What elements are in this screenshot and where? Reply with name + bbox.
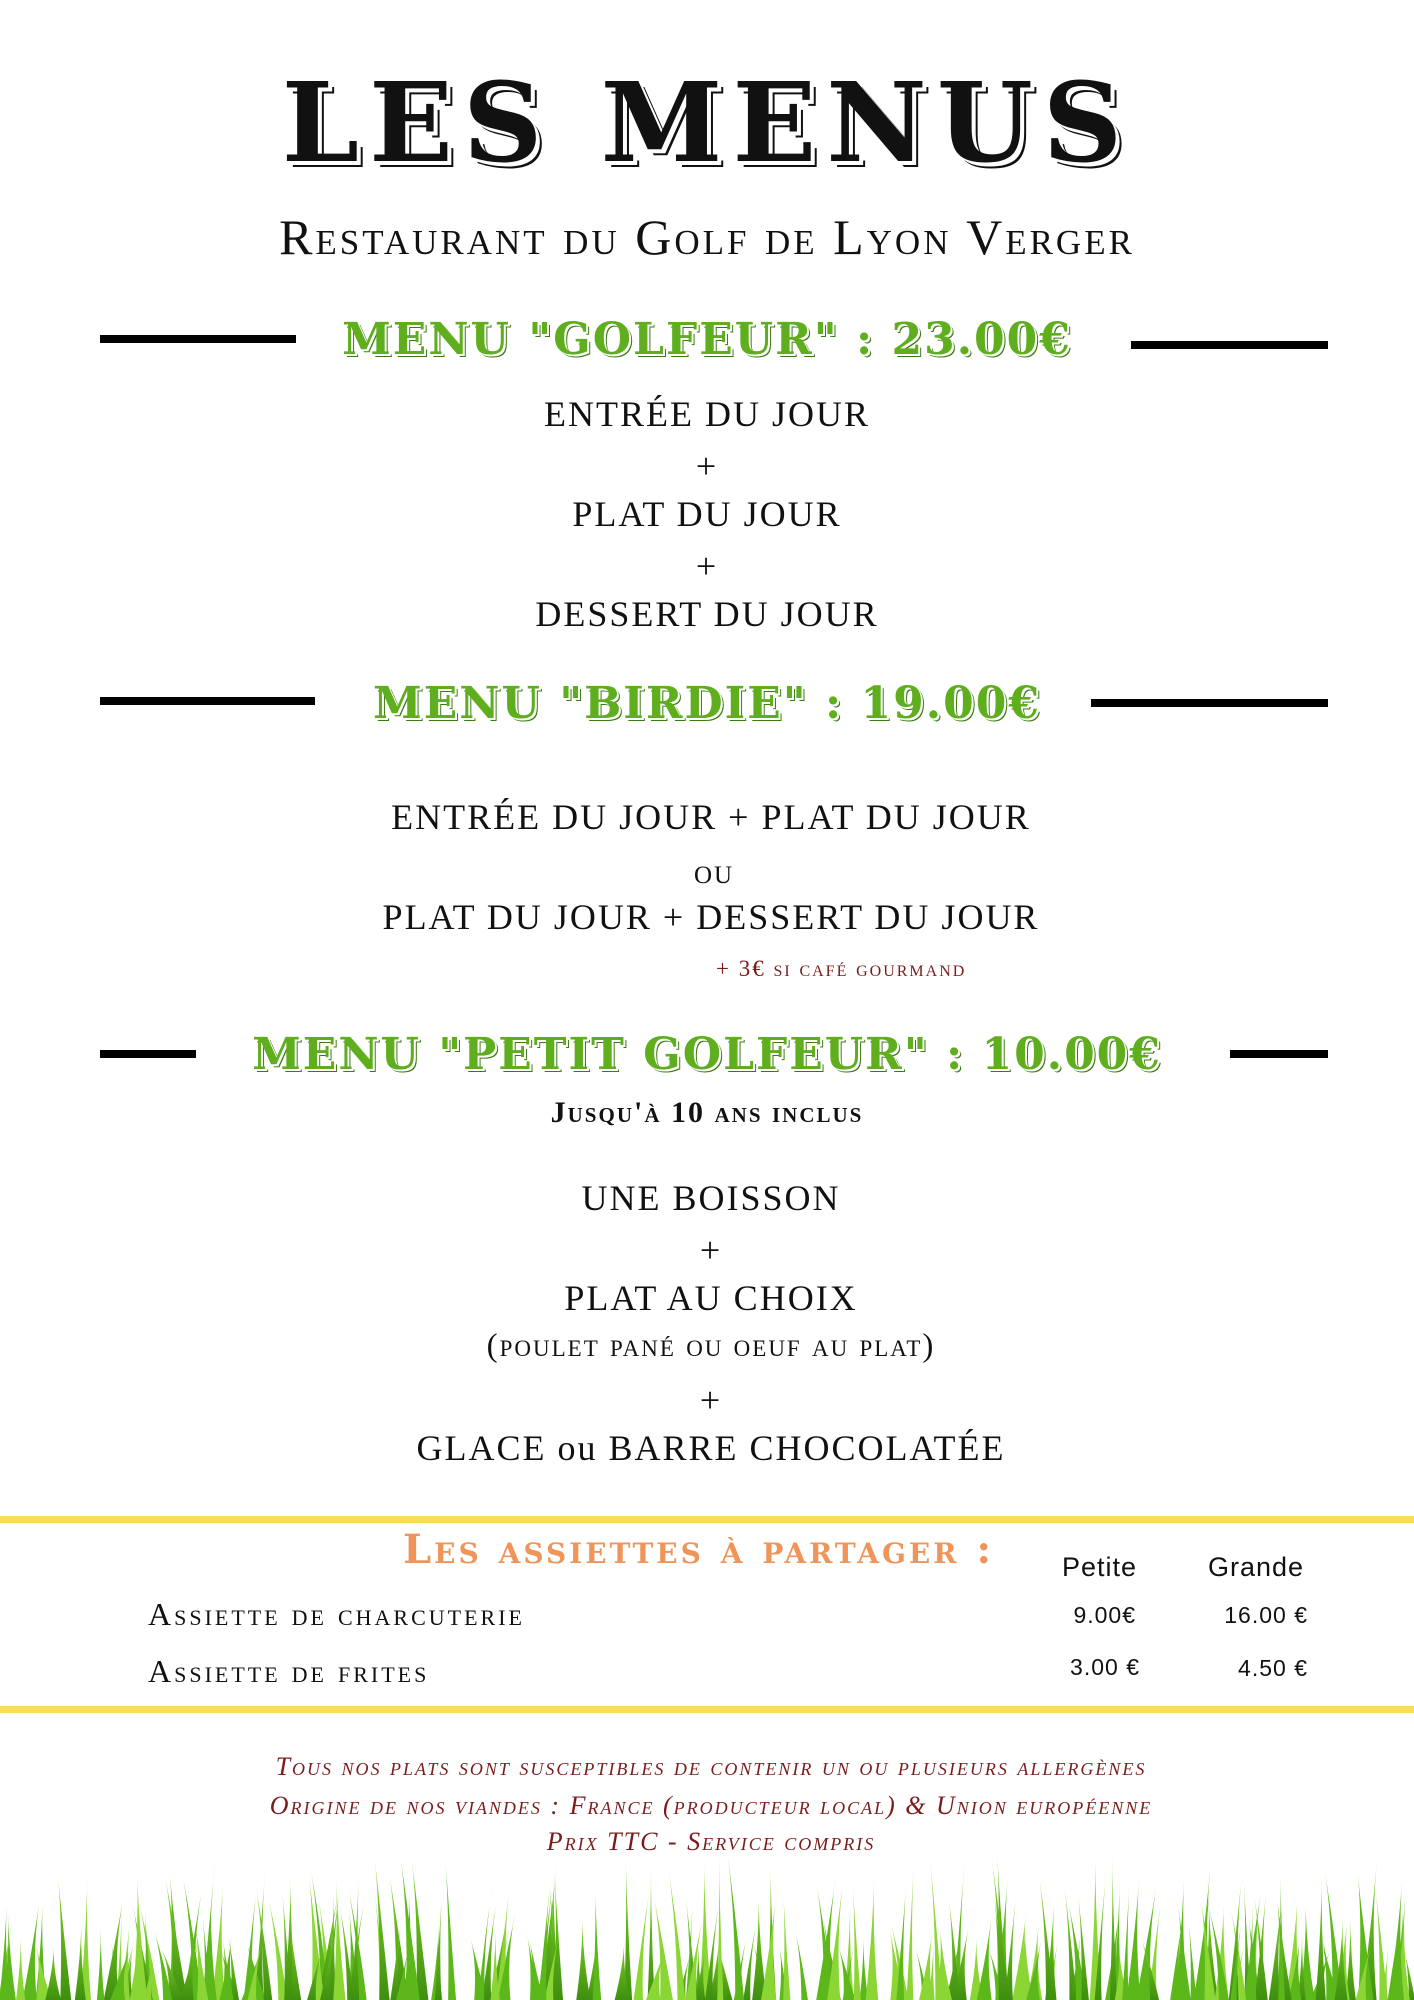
grass-blade (576, 1920, 590, 2000)
menu-petit-golfeur-line: + (699, 1380, 723, 1420)
allergen-notice: Tous nos plats sont susceptibles de contenir un ou plusieurs allergènes (275, 1752, 1147, 1781)
menu-golfeur-title: MENU "GOLFEUR" : 23.00€ (342, 314, 1072, 365)
grass-blade (906, 1861, 913, 2000)
grass-blade (783, 1896, 790, 2000)
sharing-item-name: Assiette de frites (148, 1653, 430, 1689)
band-bottom (0, 1706, 1414, 1713)
grass-blade (866, 1879, 879, 2000)
grass-blade (445, 1863, 456, 2000)
sharing-item-price-large: 4.50 € (1238, 1655, 1308, 1681)
grass-blade (648, 1868, 655, 2000)
meat-origin-notice: Origine de nos viandes : France (producteur local) & Union européenne (269, 1791, 1153, 1820)
grass-blade (1110, 1856, 1117, 2000)
grass-blade (554, 1871, 563, 2000)
restaurant-name: Restaurant du Golf de Lyon Verger (279, 209, 1135, 265)
menu-petit-golfeur-line: UNE BOISSON (581, 1178, 841, 1218)
menu-petit-golfeur-line: + (699, 1230, 723, 1270)
price-notice: Prix TTC - Service compris (546, 1827, 876, 1856)
grass-blade (669, 1872, 686, 2000)
sharing-title: Les assiettes à partager : (403, 1526, 995, 1573)
size-large-header: Grande (1208, 1552, 1305, 1582)
grass-blade (45, 1947, 61, 2000)
sharing-item-price-small: 3.00 € (1070, 1654, 1140, 1680)
grass-blades (0, 1856, 1414, 2000)
grass-blade (593, 1891, 602, 2000)
sharing-item-name: Assiette de charcuterie (148, 1596, 525, 1632)
grass-blade (97, 1929, 105, 2000)
menu-golfeur-line: PLAT DU JOUR (572, 494, 842, 534)
grass-blade (853, 1887, 861, 2000)
sharing-item-price-large: 16.00 € (1224, 1602, 1308, 1628)
grass-blade (1316, 1877, 1326, 2000)
page-title: LES MENUS (281, 58, 1133, 187)
grass-blade (16, 1938, 25, 2000)
grass-blade (728, 1858, 744, 2000)
grass-blade (333, 1881, 345, 2000)
grass-blade (796, 1932, 808, 2000)
grass-blade (58, 1877, 71, 2000)
size-small-header: Petite (1062, 1552, 1138, 1582)
cafe-gourmand-note: + 3€ si café gourmand (716, 956, 967, 981)
grass-blade (375, 1859, 390, 2000)
menu-birdie-line: PLAT DU JOUR + DESSERT DU JOUR (382, 897, 1040, 937)
grass-blade (1126, 1877, 1140, 2000)
grass-illustration (0, 1855, 1414, 2000)
menu-petit-golfeur-line: GLACE ou BARRE CHOCOLATÉE (416, 1428, 1006, 1468)
menu-birdie-line: ENTRÉE DU JOUR + PLAT DU JOUR (391, 797, 1031, 837)
menu-petit-golfeur-title: MENU "PETIT GOLFEUR" : 10.00€ (252, 1029, 1162, 1080)
band-top (0, 1516, 1414, 1523)
menu-golfeur-line: ENTRÉE DU JOUR (544, 394, 870, 434)
age-limit: Jusqu'à 10 ans inclus (550, 1096, 864, 1129)
menu-golfeur-line: + (695, 446, 719, 486)
menu-golfeur-line: DESSERT DU JOUR (535, 594, 879, 634)
menu-birdie-line: ou (693, 851, 735, 891)
menu-birdie-title: MENU "BIRDIE" : 19.00€ (373, 678, 1041, 729)
menu-golfeur-line: + (695, 546, 719, 586)
menu-petit-golfeur-line: PLAT AU CHOIX (564, 1278, 858, 1318)
sharing-item-price-small: 9.00€ (1073, 1602, 1136, 1628)
menu-petit-golfeur-line: (poulet pané ou oeuf au plat) (486, 1328, 936, 1364)
